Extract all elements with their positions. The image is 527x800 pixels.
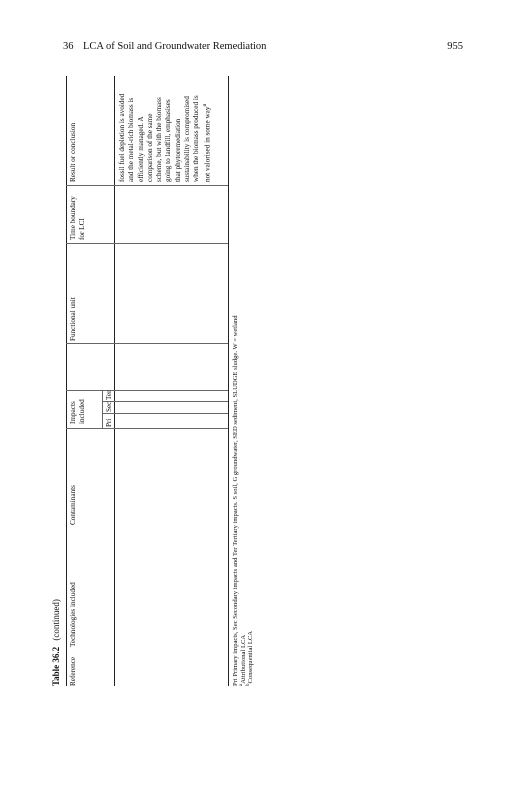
table-footnotes: [232, 316, 255, 687]
col-sep: [66, 185, 228, 186]
table-header-rule: [114, 76, 115, 686]
table-row: [118, 90, 213, 182]
impacts-sub-rule: [102, 391, 103, 429]
col-technologies: Technologies included: [69, 582, 77, 647]
col-reference: Reference: [69, 656, 77, 686]
footnote-b-marker: b: [246, 683, 251, 686]
footnote-a: $^a$Attributional LCA: [238, 634, 247, 686]
page-number: 955: [447, 41, 463, 52]
col-impacts: Impacts included: [69, 399, 86, 424]
table-continued: (continued): [51, 599, 61, 641]
table-caption: [52, 599, 61, 686]
table-bottom-rule: [228, 76, 229, 686]
col-sep: [66, 390, 228, 391]
rotated-table: [52, 46, 257, 686]
col-sep: [66, 428, 228, 429]
table-top-rule: [66, 76, 67, 686]
footnote-abbreviations: Pri Primary impacts, Sec Secondary impacts and Ter Tertiary impacts. S soil, G groundwater, SED sediment, SLUDGE sludge. W = wetland: [232, 315, 239, 686]
footnote-b: $^b$Consequential LCA: [246, 630, 255, 686]
footnote-a-marker: a: [238, 683, 244, 686]
col-functional-unit: Functional unit: [69, 297, 77, 341]
chapter-title: LCA of Soil and Groundwater Remediation: [83, 41, 267, 52]
col-sep: [66, 343, 228, 344]
chapter-number: 36: [63, 41, 74, 52]
subcol-sep: [102, 401, 228, 402]
subcol-sep: [102, 413, 228, 414]
result-marker: a: [202, 103, 209, 107]
col-time-boundary: Time boundary for LCI: [69, 196, 86, 240]
result-text: fossil fuel depletion is avoided and the metal-rich biomass is efficiently managed. A comparison of the same scheme, but with the biomass going to landfill, emphasises that phytoremediation sustainability is compromised when the biomass produced is not valorised in some way: [118, 93, 212, 182]
table-label: Table 36.2: [51, 646, 61, 686]
col-sec: Sec: [105, 401, 113, 412]
col-sep: [66, 243, 228, 244]
col-pri: Pri: [105, 418, 113, 427]
col-ter: Ter: [105, 390, 113, 400]
col-contaminants: Contaminants: [69, 485, 77, 525]
col-result: Result or conclusion: [69, 122, 77, 182]
